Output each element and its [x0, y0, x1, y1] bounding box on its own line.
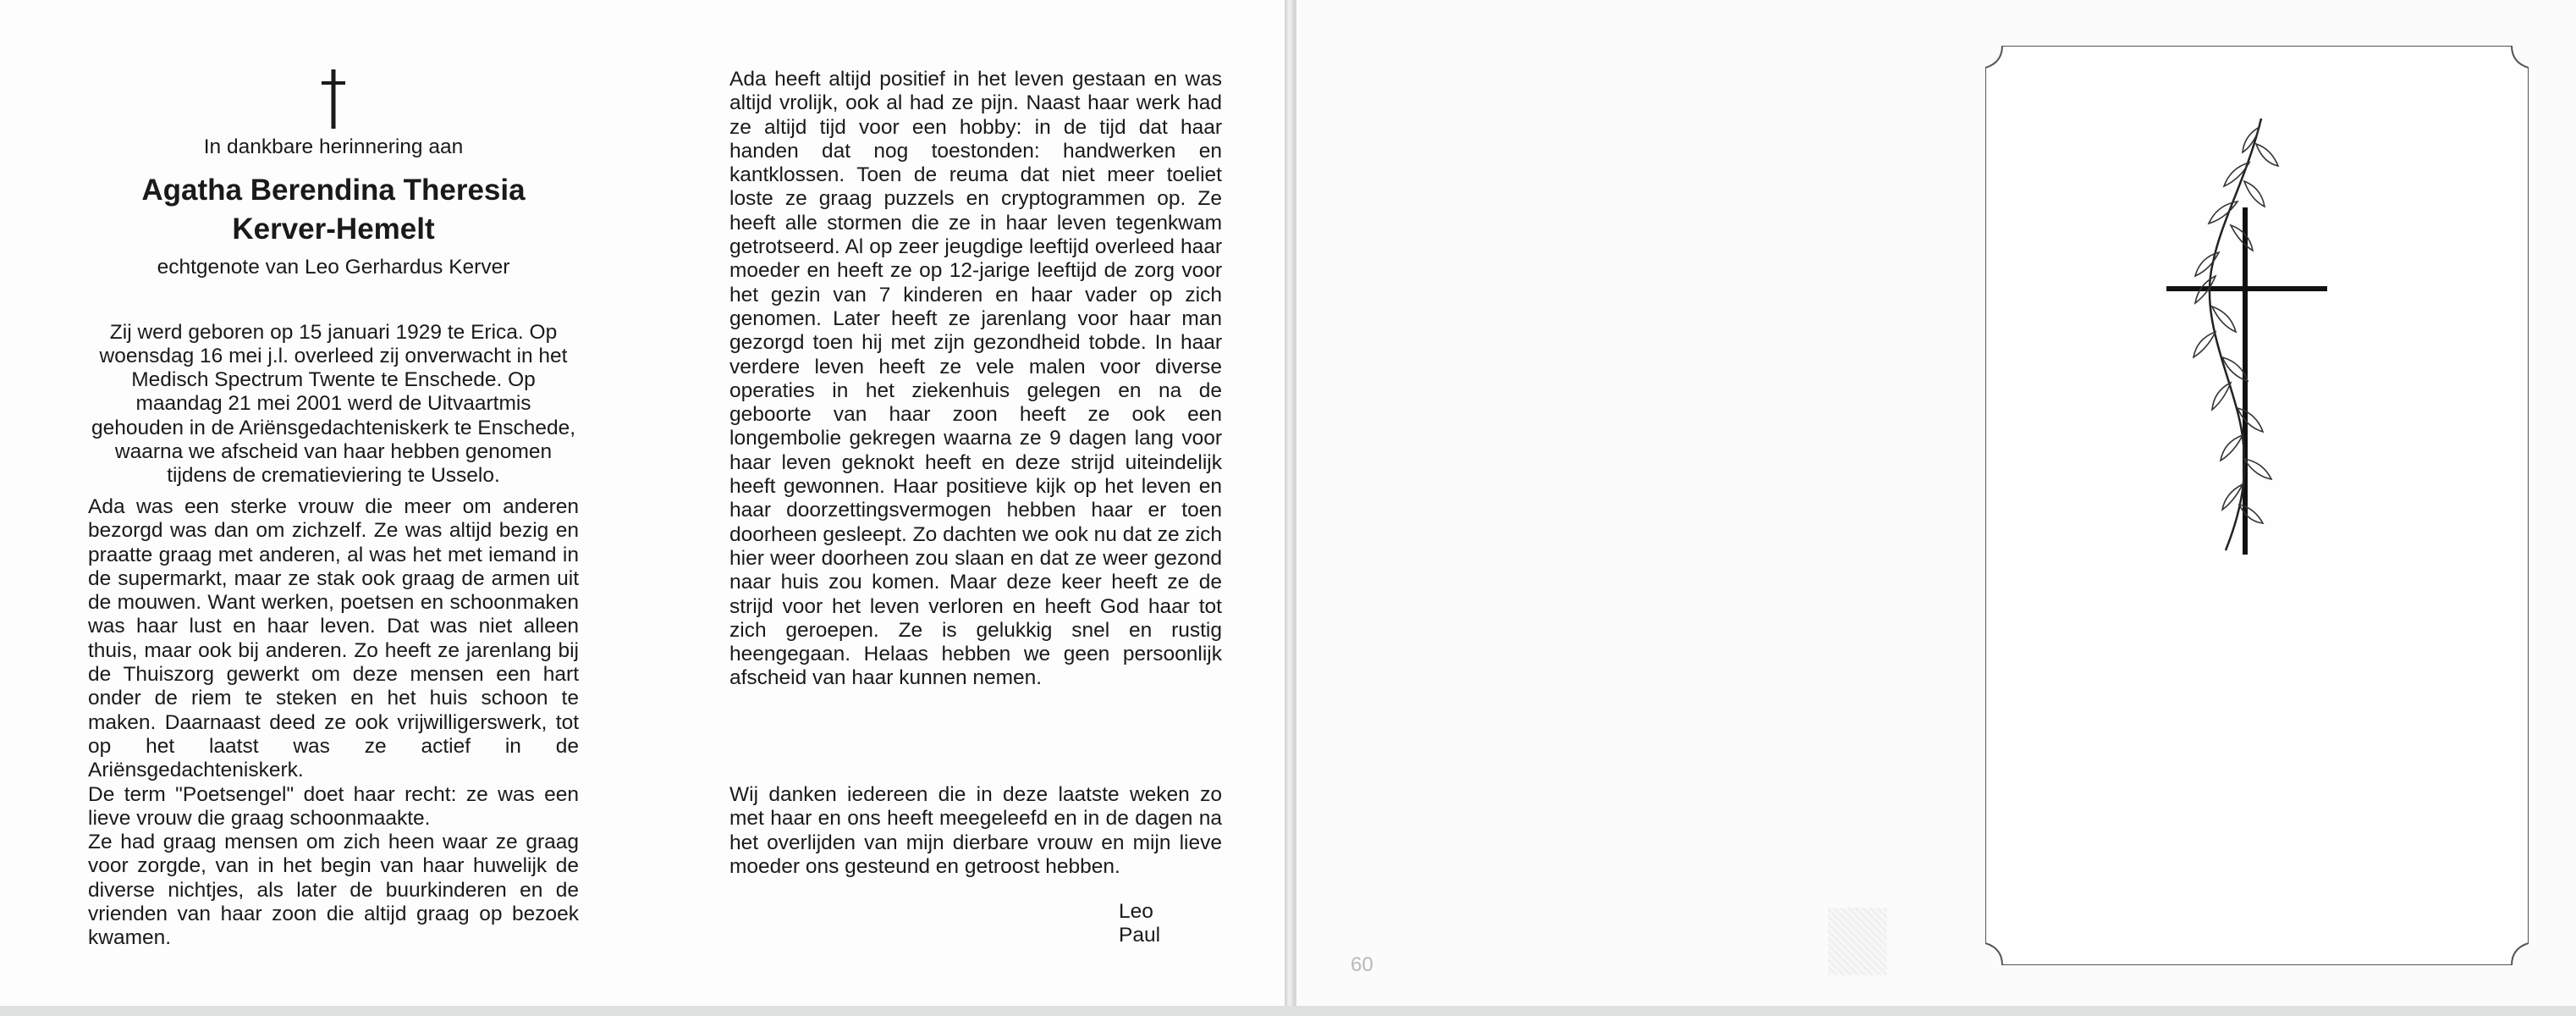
middle-column — [729, 68, 1222, 947]
signatures — [1119, 900, 1160, 948]
story-block — [88, 495, 579, 951]
cross-icon — [316, 69, 350, 129]
closing-paragraph: Wij danken iedereen die in deze laatste weken zo met haar en ons heeft meegeleefd en in de dagen na het overlijden van mijn dierbare vrouw en mijn lieve moeder ons gesteund en getroost hebben. — [729, 783, 1222, 878]
spouse-text: echtgenote van Leo Gerhardus Kerver — [157, 256, 510, 279]
story-paragraph-2: De term "Poetsengel" doet haar recht: ze was een lieve vrouw die graag schoonmaakte. — [88, 782, 579, 830]
signer-leo: Leo — [1119, 900, 1153, 923]
story-paragraph: Ada was een sterke vrouw die meer om anderen bezorgd was dan om zichzelf. Ze was altijd bezig en praatte graag met anderen, al was het met iemand in de supermarkt, maar ze stak ook graag de armen uit de mouwen. Want werken, poetsen en schoonmaken was haar lust en haar leven. Dat was niet alleen thuis, maar ook bij anderen. Zo heeft ze jarenlang bij de Thuiszorg gewerkt om deze mensen een hart onder de riem te steken en het huis schoon te maken. Daarnaast deed ze ook vrijwilligerswerk, tot op het laatst was ze actief in de Ariënsgedachteniskerk. — [88, 495, 579, 782]
faint-stamp — [1828, 908, 1887, 975]
name-line-2: Kerver-Hemelt — [232, 213, 435, 246]
story-paragraph-3: Ze had graag mensen om zich heen waar ze graag voor zorgde, van in het begin van haar huwelijk de diverse nichtjes, als later de buurkinderen en de vrienden van haar zoon die altijd graag op bezoek kwamen. — [88, 831, 579, 950]
bio-paragraph: Zij werd geboren op 15 januari 1929 te Erica. Op woensdag 16 mei j.l. overleed zij onverwacht in het Medisch Spectrum Twente te Enschede. Op maandag 21 mei 2001 werd de Uitvaartmis gehouden in de Ariënsgedachteniskerk te Enschede, waarna we afscheid van haar hebben genomen tijdens de crematieviering te Usselo. — [91, 320, 576, 488]
scan-bottom-edge — [0, 1006, 2576, 1016]
name-line-1: Agatha Berendina Theresia — [141, 174, 526, 207]
deceased-name — [88, 171, 579, 249]
cross-with-palm-branch-icon — [2149, 110, 2344, 559]
middle-story-paragraph: Ada heeft altijd positief in het leven gestaan en was altijd vrolijk, ook al had ze pijn. Naast haar werk had ze altijd tijd voor een hobby: in de tijd dat haar handen dat nog toestonden: handwerken en kantklossen. Toen de reuma dat niet meer toeliet loste ze graag puzzels en cryptogrammen op. Ze heeft alle stormen die ze in haar leven tegenkwam getrotseerd. Al op zeer jeugdige leeftijd overleed haar moeder en heeft ze op 12-jarige leeftijd de zorg voor het gezin van 7 kinderen en haar vader op zich genomen. Later heeft ze jarenlang voor haar man gezorgd toen hij met zijn gezondheid tobde. In haar verdere leven heeft ze vele malen voor diverse operaties in het ziekenhuis gelegen en na de geboorte van haar zoon heeft ze ook een longembolie gekregen waarna ze 9 dagen lang voor haar leven geknokt heeft en deze strijd uiteindelijk heeft gewonnen. Haar positieve kijk op het leven en haar doorzettingsvermogen hebben haar er toen doorheen gesleept. Zo dachten we ook nu dat ze zich hier weer doorheen zou slaan en dat ze weer gezond naar huis zou komen. Maar deze keer heeft ze de strijd voor het leven verloren en heeft God haar tot zich geroepen. Ze is gelukkig snel en rustig heengegaan. Helaas hebben we geen persoonlijk afscheid van haar kunnen nemen. — [729, 68, 1222, 690]
left-card-page — [0, 0, 1286, 1006]
signer-paul: Paul — [1119, 924, 1161, 947]
book-gutter — [1285, 0, 1295, 1016]
page-number: 60 — [1351, 953, 1373, 976]
intro-text: In dankbare herinnering aan — [203, 135, 464, 158]
